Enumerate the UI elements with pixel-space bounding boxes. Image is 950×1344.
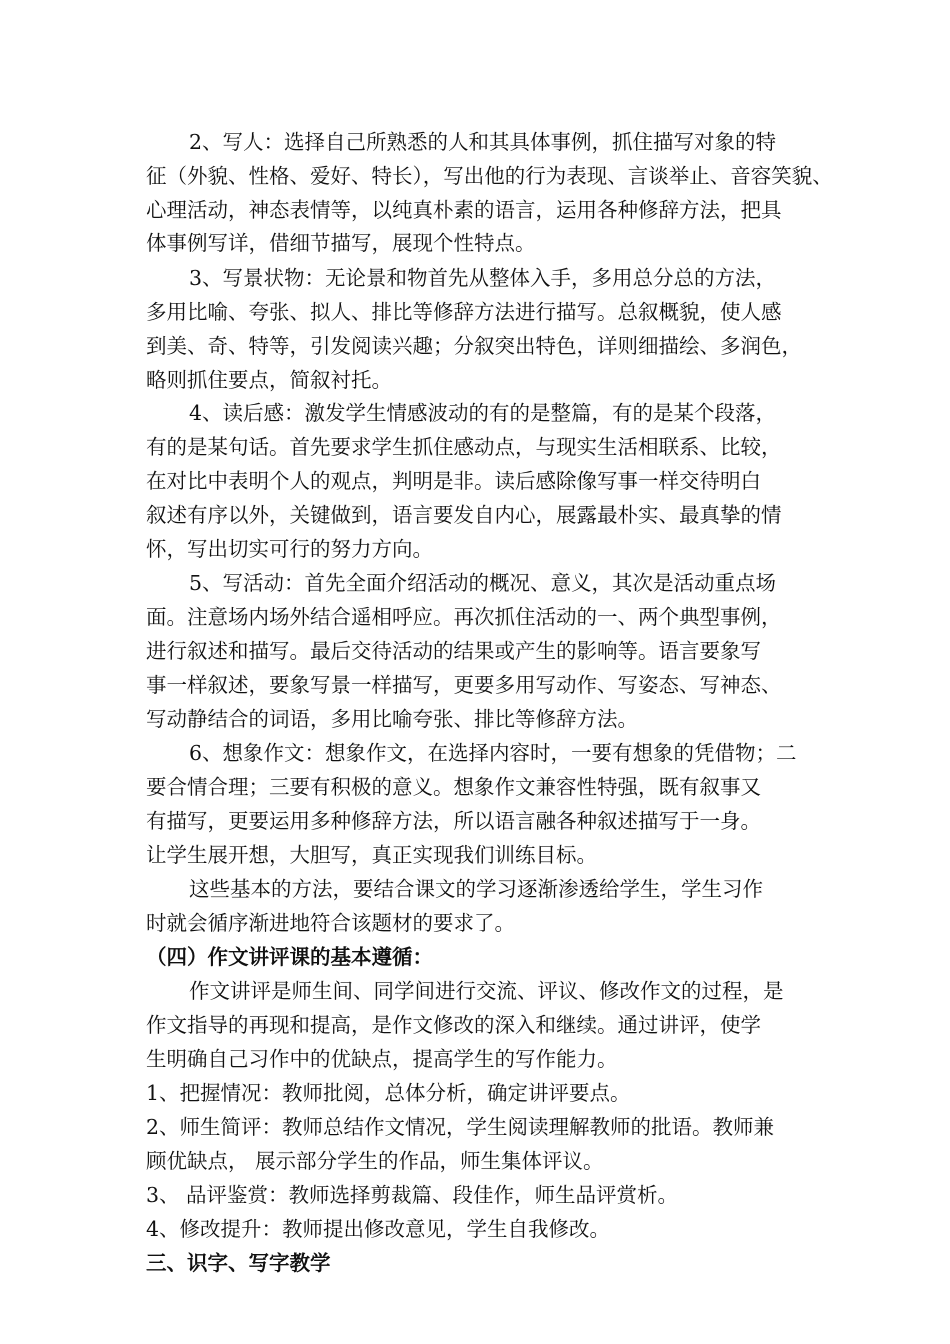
- section-heading: （四）作文讲评课的基本遵循：: [146, 945, 433, 969]
- text-line: 写动静结合的词语，多用比喻夸张、排比等修辞方法。: [146, 707, 638, 731]
- text-line: 面。注意场内场外结合遥相呼应。再次抓住活动的一、两个典型事例，: [146, 605, 782, 629]
- text-line: 进行叙述和描写。最后交待活动的结果或产生的影响等。语言要象写: [146, 639, 761, 663]
- text-line: 这些基本的方法，要结合课文的学习逐渐渗透给学生，学生习作: [189, 877, 763, 901]
- text-line: 6、想象作文：想象作文，在选择内容时，一要有想象的凭借物；二: [189, 741, 797, 765]
- text-line: 作文指导的再现和提高，是作文修改的深入和继续。通过讲评，使学: [146, 1013, 761, 1037]
- text-line: 5、写活动：首先全面介绍活动的概况、意义，其次是活动重点场: [189, 571, 777, 595]
- text-line: 4、读后感：激发学生情感波动的有的是整篇，有的是某个段落，: [189, 401, 777, 425]
- text-line: 2、师生简评：教师总结作文情况，学生阅读理解教师的批语。教师兼: [146, 1115, 775, 1139]
- text-line: 怀，写出切实可行的努力方向。: [146, 537, 433, 561]
- text-line: 生明确自己习作中的优缺点，提高学生的写作能力。: [146, 1047, 618, 1071]
- text-line: 多用比喻、夸张、拟人、排比等修辞方法进行描写。总叙概貌，使人感: [146, 300, 782, 324]
- chapter-heading: 三、识字、写字教学: [146, 1251, 331, 1275]
- text-line: 叙述有序以外，关键做到，语言要发自内心，展露最朴实、最真挚的情: [146, 503, 782, 527]
- text-line: 让学生展开想，大胆写，真正实现我们训练目标。: [146, 843, 597, 867]
- text-line: 征（外貌、性格、爱好、特长），写出他的行为表现、言谈举止、音容笑貌、: [146, 164, 833, 188]
- text-line: 事一样叙述，要象写景一样描写，更要多用写动作、写姿态、写神态、: [146, 673, 782, 697]
- text-line: 时就会循序渐进地符合该题材的要求了。: [146, 911, 515, 935]
- text-line: 到美、奇、特等，引发阅读兴趣；分叙突出特色，详则细描绘、多润色，: [146, 334, 802, 358]
- text-line: 在对比中表明个人的观点，判明是非。读后感除像写事一样交待明白: [146, 469, 761, 493]
- text-line: 略则抓住要点，简叙衬托。: [146, 368, 392, 392]
- text-line: 3、写景状物：无论景和物首先从整体入手，多用总分总的方法，: [189, 266, 777, 290]
- text-line: 有的是某句话。首先要求学生抓住感动点，与现实生活相联系、比较，: [146, 435, 782, 459]
- text-line: 2、写人：选择自己所熟悉的人和其具体事例，抓住描写对象的特: [189, 130, 777, 154]
- text-line: 体事例写详，借细节描写，展现个性特点。: [146, 231, 536, 255]
- text-line: 3、 品评鉴赏：教师选择剪裁篇、段佳作，师生品评赏析。: [146, 1183, 679, 1207]
- text-line: 4、修改提升：教师提出修改意见，学生自我修改。: [146, 1217, 611, 1241]
- text-line: 心理活动，神态表情等，以纯真朴素的语言，运用各种修辞方法，把具: [146, 198, 782, 222]
- text-line: 作文讲评是师生间、同学间进行交流、评议、修改作文的过程，是: [189, 979, 784, 1003]
- text-line: 有描写，更要运用多种修辞方法，所以语言融各种叙述描写于一身。: [146, 809, 761, 833]
- text-line: 要合情合理；三要有积极的意义。想象作文兼容性特强，既有叙事又: [146, 775, 761, 799]
- text-line: 1、把握情况：教师批阅，总体分析，确定讲评要点。: [146, 1081, 631, 1105]
- text-line: 顾优缺点， 展示部分学生的作品，师生集体评议。: [146, 1149, 604, 1173]
